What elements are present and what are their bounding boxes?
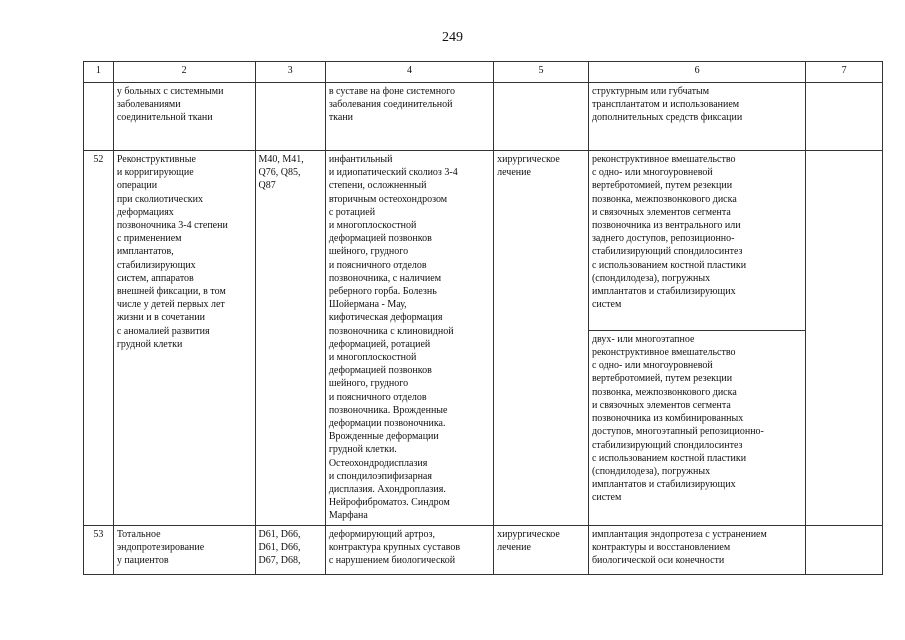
- header-col-7: 7: [806, 62, 883, 83]
- row-52-method-2: двух- или многоэтапное реконструктивное вмешательство с одно- или многоуровневой вертебротомией, путем резекции позвонка, межпозвонкового диска и связочных элементов сегмента позвоночника из комбинированных доступов, многоэтапный репозиционно- стабилизирующий спондилосинтез с использованием костной пластики (спондилодеза), погружных имплантатов и стабилизирующих систем: [588, 330, 805, 525]
- table-row-53: [84, 525, 883, 574]
- row-52-patients: инфантильный и идиопатический сколиоз 3-4 степени, осложненный вторичным остеохондрозом с ротацией и многоплоскостной деформацией позвонков шейного, грудного и поясничного отделов позвоночника, с наличием реберного горба. Болезнь Шойермана - Мау, кифотическая деформация позвоночника с клиновидной деформацией, ротацией и многоплоскостной деформацией позвонков шейного, грудного и поясничного отделов позвоночника. Врожденные деформации позвоночника. Врожденные деформации грудной клетки. Остеохондродисплазия и спондилоэпифизарная дисплазия. Ахондроплазия. Нейрофиброматоз. Синдром Марфана: [325, 151, 493, 526]
- row-53-num: 53: [84, 525, 114, 574]
- row-52-name: Реконструктивные и корригирующие операции при сколиотических деформациях позвоночника 3-4 степени с применением имплантатов, стабилизирующих систем, аппаратов внешней фиксации, в том числе у детей первых лет жизни и в сочетании с аномалией развития грудной клетки: [113, 151, 255, 526]
- row-53-method: имплантация эндопротеза с устранением контрактуры и восстановлением биологической оси конечности: [588, 525, 805, 574]
- header-col-2: 2: [113, 62, 255, 83]
- row-53-patients: деформирующий артроз, контрактура крупных суставов с нарушением биологической: [325, 525, 493, 574]
- table-row-52: [84, 151, 883, 331]
- cont-cost: [806, 83, 883, 151]
- row-53-codes: D61, D66, D61, D66, D67, D68,: [255, 525, 325, 574]
- cont-patients: в суставе на фоне системного заболевания соединительной ткани: [325, 83, 493, 151]
- row-52-treatment: хирургическое лечение: [494, 151, 589, 526]
- header-col-3: 3: [255, 62, 325, 83]
- header-col-5: 5: [494, 62, 589, 83]
- continuation-row: [84, 83, 883, 151]
- header-col-6: 6: [588, 62, 805, 83]
- row-52-codes: M40, M41, Q76, Q85, Q87: [255, 151, 325, 526]
- row-53-treatment: хирургическое лечение: [494, 525, 589, 574]
- row-52-num: 52: [84, 151, 114, 526]
- row-53-name: Тотальное эндопротезирование у пациентов: [113, 525, 255, 574]
- row-52-method-1: реконструктивное вмешательство с одно- или многоуровневой вертебротомией, путем резекции позвонка, межпозвонкового диска и связочных элементов сегмента позвоночника из вентрального или заднего доступов, репозиционно- стабилизирующий спондилосинтез с использованием костной пластики (спондилодеза), погружных имплантатов и стабилизирующих систем: [588, 151, 805, 331]
- cont-method: структурным или губчатым трансплантатом и использованием дополнительных средств фиксации: [588, 83, 805, 151]
- header-row: [84, 62, 883, 83]
- medical-care-table: [83, 61, 883, 575]
- cont-name: у больных с системными заболеваниями соединительной ткани: [113, 83, 255, 151]
- page-number: 249: [442, 30, 463, 45]
- header-col-4: 4: [325, 62, 493, 83]
- cont-codes: [255, 83, 325, 151]
- row-53-cost: [806, 525, 883, 574]
- cont-num: [84, 83, 114, 151]
- cont-treatment: [494, 83, 589, 151]
- row-52-cost: [806, 151, 883, 526]
- header-col-1: 1: [84, 62, 114, 83]
